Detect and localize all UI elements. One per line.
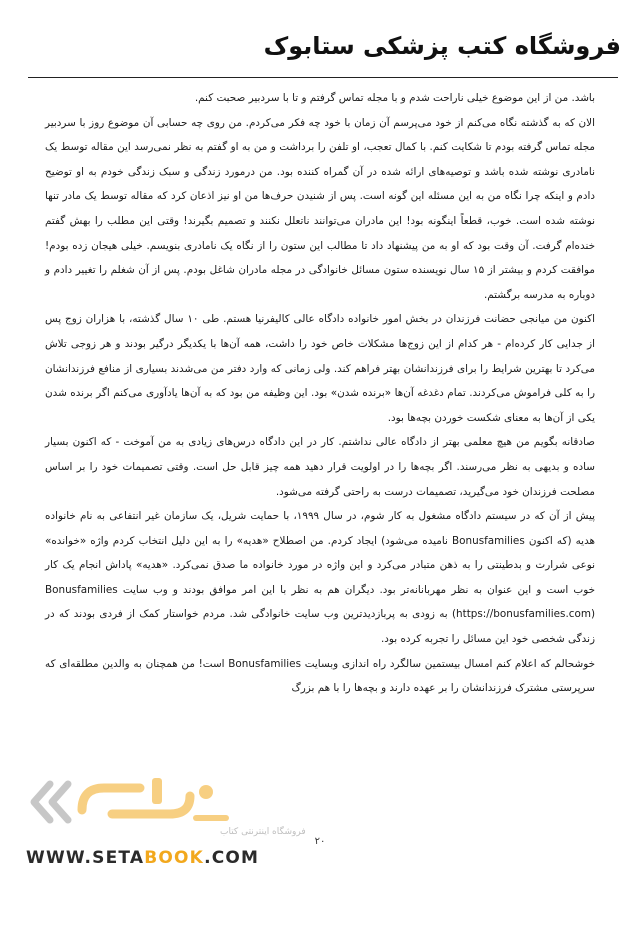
url-prefix: WWW.SETA — [26, 848, 145, 868]
page-number: ۲۰ — [314, 836, 326, 847]
header-divider — [28, 77, 618, 78]
paragraph-5: پیش از آن که در سیستم دادگاه مشغول به کار شوم، در سال ۱۹۹۹، با حمایت شریل، یک سازمان غیر انتفاعی به نام خانواده هدیه (که اکنون Bonusfamilies نامیده می‌شود) ایجاد کردم. من اصطلاح «هدیه» را به این دلیل انتخاب کردم واژه «خوانده» نوعی شرارت و بدطینتی را به ذهن متبادر می‌کرد و این واژه در مورد خانواده ما صدق نمی‌کرد. «هدیه» پاداش انجام یک کار خوب است و این عنوان به نظر مهربانانه‌تر بود. دیگران هم به نظر با این امر موافق بودند و وب سایت Bonusfamilies (https://bonusfamilies.com) به زودی به پربازدیدترین وب سایت خانوادگی شد. مردم خواستار کمک از فردی بودند که در زندگی شخصی خود این مسائل را تجربه کرده بود. — [45, 510, 595, 646]
logo-tagline: فروشگاه اینترنتی کتاب — [220, 827, 306, 837]
paragraph-2: الان که به گذشته نگاه می‌کنم از خود می‌پرسم آن زمان با خود چه فکر می‌کردم. من روی چه حسابی آن موضوع روز با سردبیر مجله تماس گرفته بودم تا شکایت کنم. با کمال تعجب، او تلفن را برداشت و من به او گفتم به نظر نمی‌رسد این مقاله توسط یک نامادری نوشته شده باشد و توصیه‌های ارائه شده در آن گمراه کننده بود. من درمورد زندگی و سبک زندگی خودم به او توضیح دادم و اینکه چرا نگاه من به این مسئله این گونه است. پس از شنیدن حرف‌ها من او نیز اذعان کرد که مقاله توسط یک مادر تنها نوشته شده است. خوب، قطعاً اینگونه بود! این مادران می‌توانند ناتعلل نکنند و تصمیم بگیرند! وقتی این مطلب را بهش گفتم خنده‌ام گرفت. آن وقت بود که او به من پیشنهاد داد تا مطالب این ستون را از نگاه یک نامادری بنویسم. خیلی هیجان زده بودم! موافقت کردم و بیشتر از ۱۵ سال نویسنده ستون مسائل خانوادگی در مجله مادران شاغل بودم. پس از آن شغلم را تغییر دادم و دوباره به مدرسه برگشتم. — [45, 116, 595, 301]
body-text — [45, 86, 595, 701]
url-suffix: .COM — [204, 848, 260, 868]
page-header-title: فروشگاه کتب پزشکی ستابوک — [263, 32, 621, 60]
paragraph-1: باشد. من از این موضوع خیلی ناراحت شدم و با مجله تماس گرفتم و تا با سردبیر صحبت کنم. — [194, 92, 595, 104]
paragraph-4: صادقانه بگویم من هیچ معلمی بهتر از دادگاه عالی نداشتم. کار در این دادگاه درس‌های زیادی به من آموخت - که اکنون بسیار ساده و بدیهی به نظر می‌رسند. اگر بچه‌ها را در اولویت قرار دهید همه چیز قابل حل است. وقتی تصمیمات خود را بر اساس مصلحت فرزندان خود می‌گیرید، تصمیمات درست به راحتی گرفته می‌شود. — [45, 436, 595, 498]
setabook-url-watermark — [26, 848, 259, 868]
setabook-logo-watermark — [20, 770, 306, 840]
paragraph-6: خوشحالم که اعلام کنم امسال بیستمین سالگرد راه اندازی وبسایت Bonusfamilies است! من همچنان به والدین مطلقه‌ای که سرپرستی مشترک فرزندانشان را بر عهده دارند و بچه‌ها را با هم بزرگ — [45, 657, 595, 695]
paragraph-3: اکنون من میانجی حضانت فرزندان در بخش امور خانواده دادگاه عالی کالیفرنیا هستم. طی ۱۰ سال گذشته، با هزاران زوج پس از جدایی کار کرده‌ام - هر کدام از این زوج‌ها مشکلات خاص خود را داشت، همه آن‌ها با یکدیگر درگیر بودند و هر زوجی تلاش می‌کرد تا بهترین شرایط را برای فرزندانشان بهتر فراهم کند. ولی زمانی که وارد دفتر من می‌شدند بسیاری از منافع فرزندانشان را به کلی فراموش می‌کردند. تمام دغدغه آن‌ها «برنده شدن» بود. این وظیفه من بود که به آن‌ها یادآوری می‌کنم اگر برنده شدن یکی از آن‌ها به معنای شکست خوردن بچه‌ها بود. — [45, 313, 595, 424]
url-accent: BOOK — [144, 848, 205, 868]
